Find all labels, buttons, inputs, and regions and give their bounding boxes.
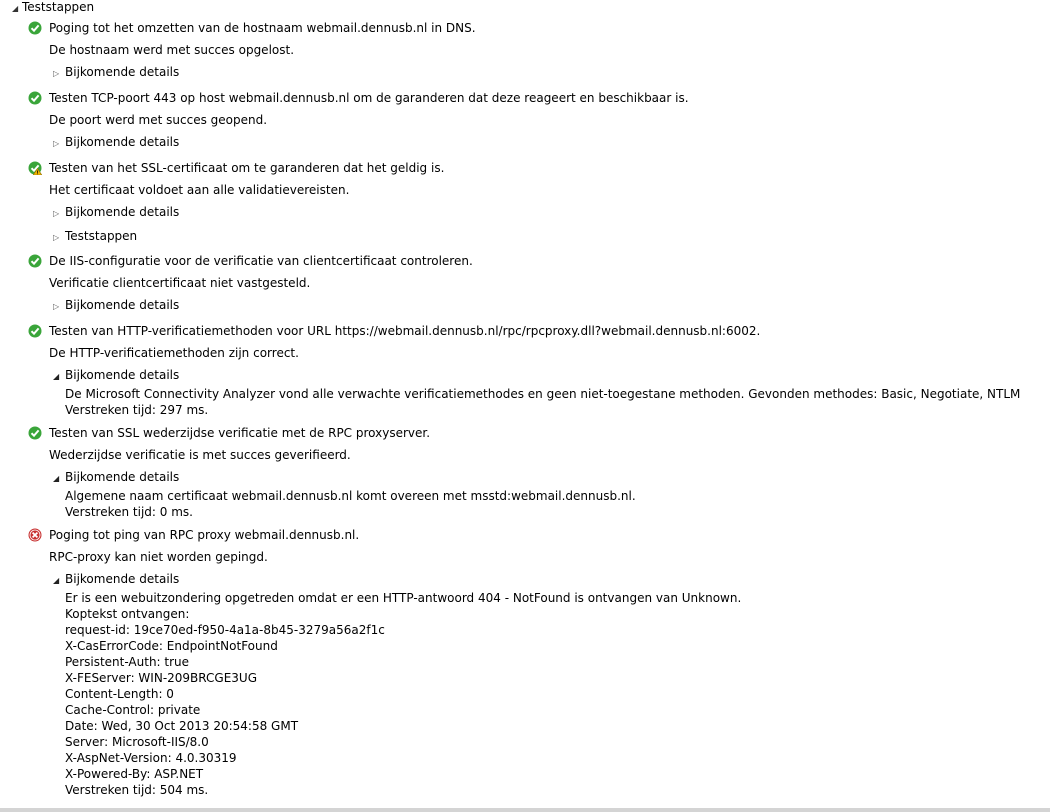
success-check-icon <box>28 324 42 338</box>
details-line: Verstreken tijd: 297 ms. <box>65 403 209 417</box>
step-title: Testen TCP-poort 443 op host webmail.dennusb.nl om de garanderen dat deze reageert en beschikbaar is. <box>49 91 689 105</box>
details-label: Bijkomende details <box>65 470 180 484</box>
success-check-icon <box>28 254 42 268</box>
success-check-icon <box>28 91 42 105</box>
details-line: Koptekst ontvangen: <box>65 607 190 621</box>
test-step <box>28 160 1038 246</box>
details-toggle[interactable] <box>53 298 179 312</box>
details-label: Bijkomende details <box>65 368 180 382</box>
details-label: Bijkomende details <box>65 298 180 312</box>
details-line: Server: Microsoft-IIS/8.0 <box>65 735 209 749</box>
details-line: Date: Wed, 30 Oct 2013 20:54:58 GMT <box>65 719 299 733</box>
step-result: De poort werd met succes geopend. <box>49 113 268 127</box>
step-result: RPC-proxy kan niet worden gepingd. <box>49 550 268 564</box>
collapsed-triangle-icon[interactable]: ▷ <box>53 209 60 218</box>
test-step <box>28 20 1038 82</box>
error-x-icon <box>28 528 42 542</box>
test-step <box>28 90 1038 152</box>
step-result: De hostnaam werd met succes opgelost. <box>49 43 295 57</box>
collapsed-triangle-icon[interactable]: ▷ <box>53 139 60 148</box>
details-line: Er is een webuitzondering opgetreden omdat er een HTTP-antwoord 404 - NotFound is ontvangen van Unknown. <box>65 591 742 605</box>
details-line: X-Powered-By: ASP.NET <box>65 767 204 781</box>
step-result: Verificatie clientcertificaat niet vastgesteld. <box>49 276 311 290</box>
horizontal-scrollbar[interactable] <box>0 808 1050 812</box>
step-result: Het certificaat voldoet aan alle validatievereisten. <box>49 183 350 197</box>
details-toggle[interactable] <box>53 205 179 219</box>
details-line: Persistent-Auth: true <box>65 655 190 669</box>
details-label: Bijkomende details <box>65 65 180 79</box>
collapsed-triangle-icon[interactable]: ▷ <box>53 302 60 311</box>
details-line: request-id: 19ce70ed-f950-4a1a-8b45-3279a56a2f1c <box>65 623 385 637</box>
details-toggle[interactable] <box>53 135 179 149</box>
details-line: Verstreken tijd: 504 ms. <box>65 783 209 797</box>
collapsed-triangle-icon[interactable]: ▷ <box>53 69 60 78</box>
details-label: Bijkomende details <box>65 135 180 149</box>
substeps-label: Teststappen <box>65 229 138 243</box>
details-line: Cache-Control: private <box>65 703 201 717</box>
test-step <box>28 323 1038 417</box>
test-step <box>28 425 1038 519</box>
step-result: De HTTP-verificatiemethoden zijn correct. <box>49 346 299 360</box>
details-line: Algemene naam certificaat webmail.dennusb.nl komt overeen met msstd:webmail.dennusb.nl. <box>65 489 636 503</box>
root-label: Teststappen <box>22 0 95 14</box>
test-step <box>28 253 1038 315</box>
test-step <box>28 527 1038 805</box>
collapsed-triangle-icon[interactable]: ▷ <box>53 233 60 242</box>
step-title: Poging tot het omzetten van de hostnaam webmail.dennusb.nl in DNS. <box>49 21 476 35</box>
step-title: De IIS-configuratie voor de verificatie van clientcertificaat controleren. <box>49 254 473 268</box>
details-toggle[interactable] <box>53 65 179 79</box>
details-toggle[interactable] <box>53 368 179 382</box>
details-toggle[interactable] <box>53 470 179 484</box>
success-warning-icon <box>28 161 42 175</box>
substeps-toggle[interactable] <box>53 229 137 243</box>
success-check-icon <box>28 21 42 35</box>
details-line: Content-Length: 0 <box>65 687 174 701</box>
details-line: De Microsoft Connectivity Analyzer vond alle verwachte verificatiemethodes en geen niet-toegestane methoden. Gevonden methodes: Basic, Negotiate, NTLM <box>65 387 1021 401</box>
root-teststappen[interactable] <box>12 0 94 14</box>
details-line: Verstreken tijd: 0 ms. <box>65 505 193 519</box>
details-line: X-AspNet-Version: 4.0.30319 <box>65 751 237 765</box>
details-label: Bijkomende details <box>65 572 180 586</box>
details-toggle[interactable] <box>53 572 179 586</box>
expanded-triangle-icon[interactable]: ◢ <box>53 576 60 585</box>
details-label: Bijkomende details <box>65 205 180 219</box>
step-title: Testen van HTTP-verificatiemethoden voor URL https://webmail.dennusb.nl/rpc/rpcproxy.dll?webmail.dennusb.nl:6002. <box>49 324 761 338</box>
step-title: Testen van het SSL-certificaat om te garanderen dat het geldig is. <box>49 161 445 175</box>
step-title: Poging tot ping van RPC proxy webmail.dennusb.nl. <box>49 528 360 542</box>
expanded-triangle-icon[interactable]: ◢ <box>53 474 60 483</box>
success-check-icon <box>28 426 42 440</box>
expanded-triangle-icon[interactable]: ◢ <box>53 372 60 381</box>
details-line: X-CasErrorCode: EndpointNotFound <box>65 639 278 653</box>
step-title: Testen van SSL wederzijdse verificatie met de RPC proxyserver. <box>49 426 431 440</box>
step-result: Wederzijdse verificatie is met succes geverifieerd. <box>49 448 351 462</box>
details-line: X-FEServer: WIN-209BRCGE3UG <box>65 671 257 685</box>
expanded-triangle-icon[interactable]: ◢ <box>12 4 19 13</box>
